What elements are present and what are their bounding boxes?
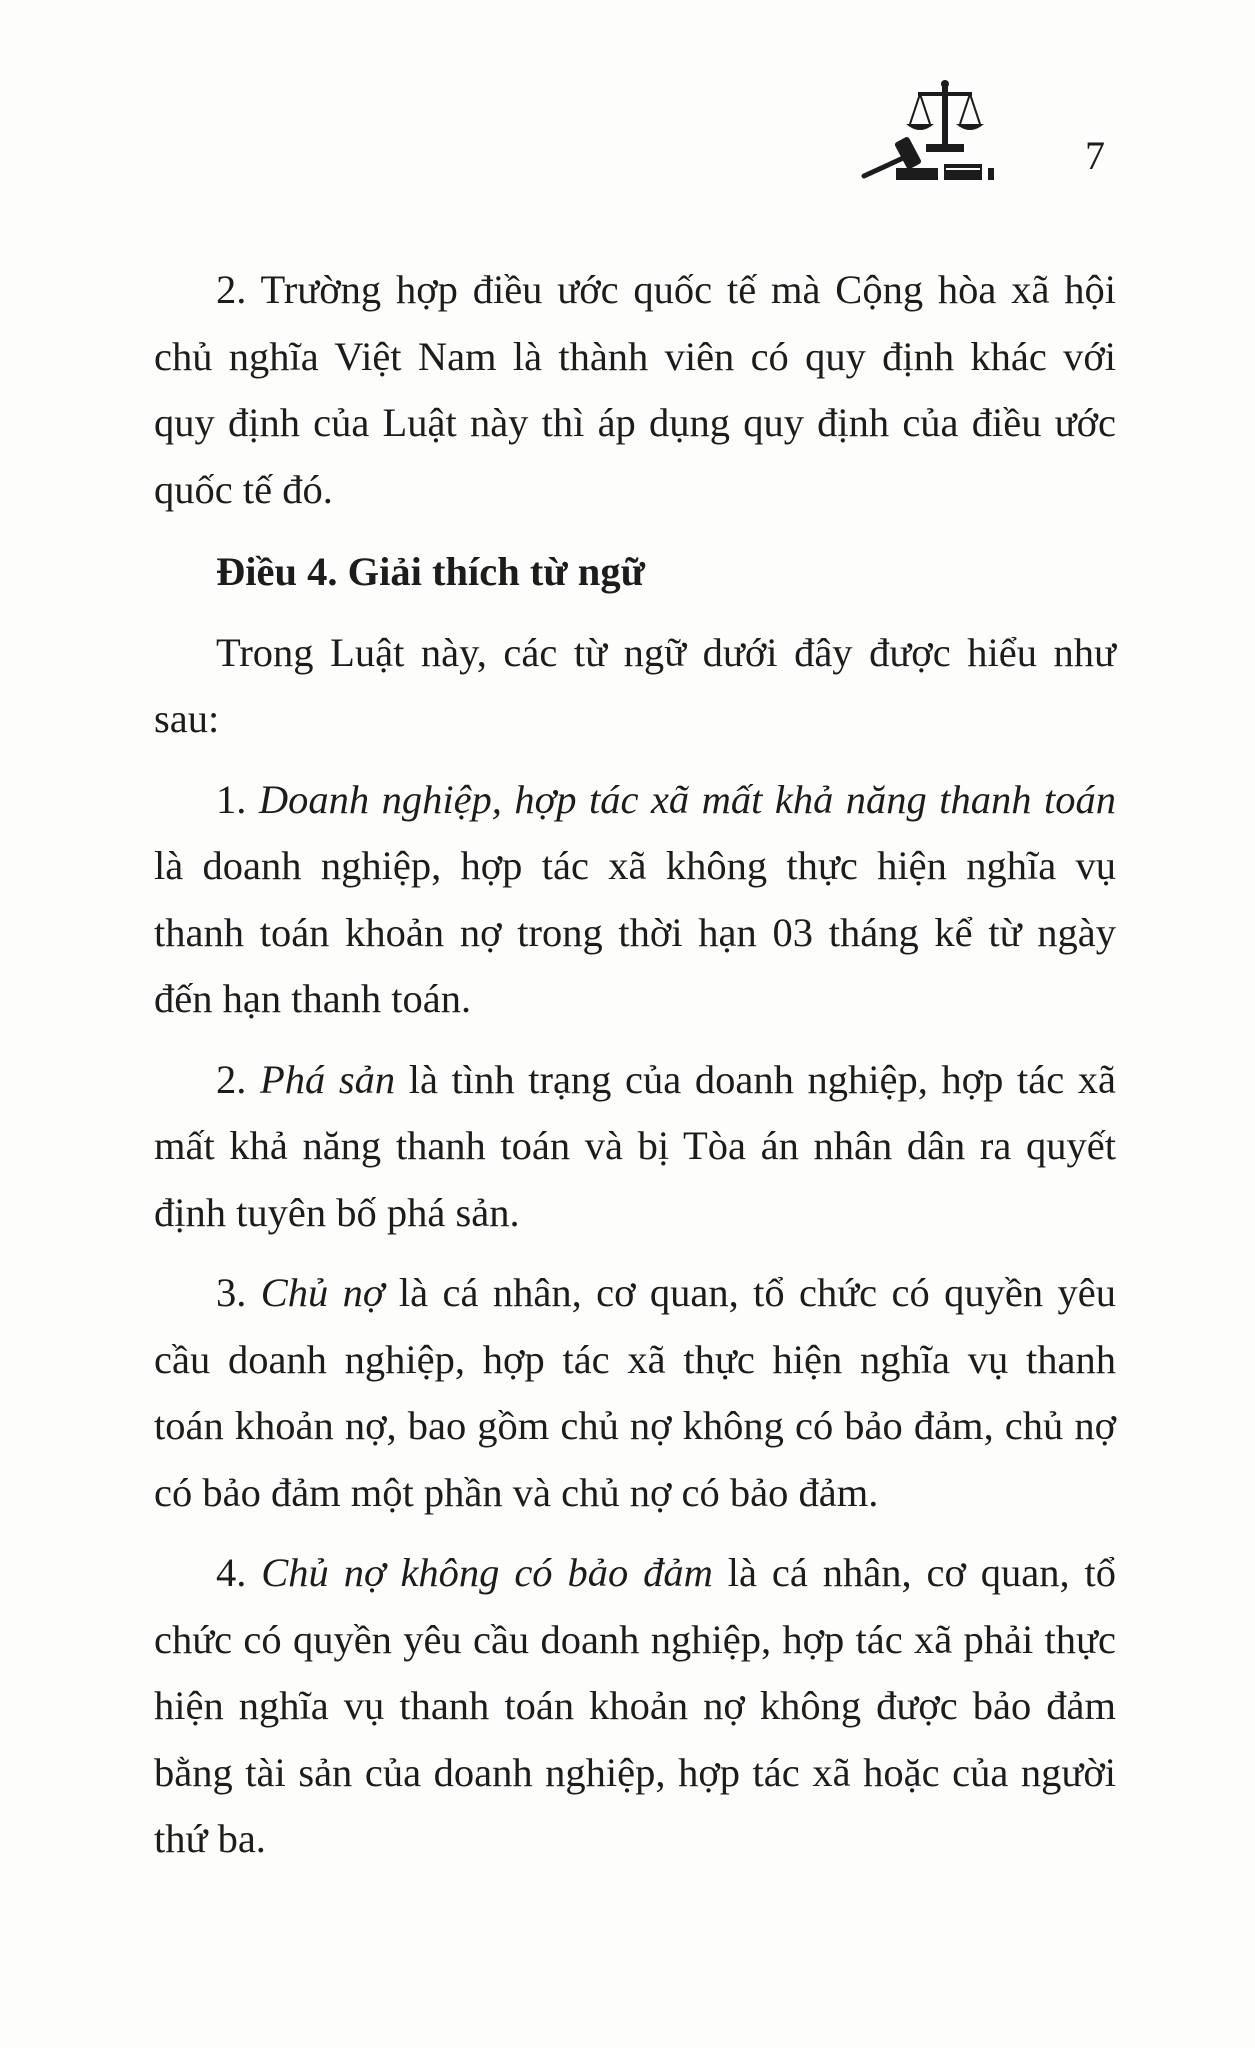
definition-3 xyxy=(154,1260,1116,1526)
definition-text: là doanh nghiệp, hợp tác xã không thực hiện nghĩa vụ thanh toán khoản nợ trong thời hạn 03 tháng kể từ ngày đến hạn thanh toán. xyxy=(154,843,1116,1021)
definition-term: Chủ nợ xyxy=(260,1270,385,1315)
definition-term: Doanh nghiệp, hợp tác xã mất khả năng thanh toán xyxy=(258,776,1117,822)
definition-number: 3. xyxy=(216,1270,247,1315)
scales-of-justice-icon xyxy=(860,78,1020,182)
page-header xyxy=(0,0,1255,200)
definition-text: là cá nhân, cơ quan, tổ chức có quyền yêu cầu doanh nghiệp, hợp tác xã phải thực hiện nghĩa vụ thanh toán khoản nợ không được bảo đảm bằng tài sản của doanh nghiệp, hợp tác xã hoặc của người thứ ba. xyxy=(154,1550,1117,1861)
definition-term: Chủ nợ không có bảo đảm xyxy=(261,1550,713,1595)
definition-text: là tình trạng của doanh nghiệp, hợp tác xã mất khả năng thanh toán và bị Tòa án nhân dân ra quyết định tuyên bố phá sản. xyxy=(154,1056,1117,1235)
definition-number: 4. xyxy=(216,1550,247,1595)
definition-2 xyxy=(154,1047,1116,1247)
paragraph-clause-2: 2. Trường hợp điều ước quốc tế mà Cộng hòa xã hội chủ nghĩa Việt Nam là thành viên có quy định khác với quy định của Luật này thì áp dụng quy định của điều ước quốc tế đó. xyxy=(154,267,1116,512)
definition-text: là cá nhân, cơ quan, tổ chức có quyền yêu cầu doanh nghiệp, hợp tác xã thực hiện nghĩa vụ thanh toán khoản nợ, bao gồm chủ nợ không có bảo đảm, chủ nợ có bảo đảm một phần và chủ nợ có bảo đảm. xyxy=(154,1270,1116,1515)
body-text xyxy=(154,257,1116,1873)
definition-4 xyxy=(154,1540,1116,1873)
definition-1 xyxy=(154,767,1116,1033)
page-number: 7 xyxy=(1085,133,1105,178)
definition-term: Phá sản xyxy=(260,1056,396,1102)
definition-number: 2. xyxy=(216,1056,247,1102)
article-heading: Điều 4. Giải thích từ ngữ xyxy=(216,549,645,594)
article-intro: Trong Luật này, các từ ngữ dưới đây được hiểu như sau: xyxy=(154,629,1116,741)
definition-number: 1. xyxy=(216,776,247,822)
